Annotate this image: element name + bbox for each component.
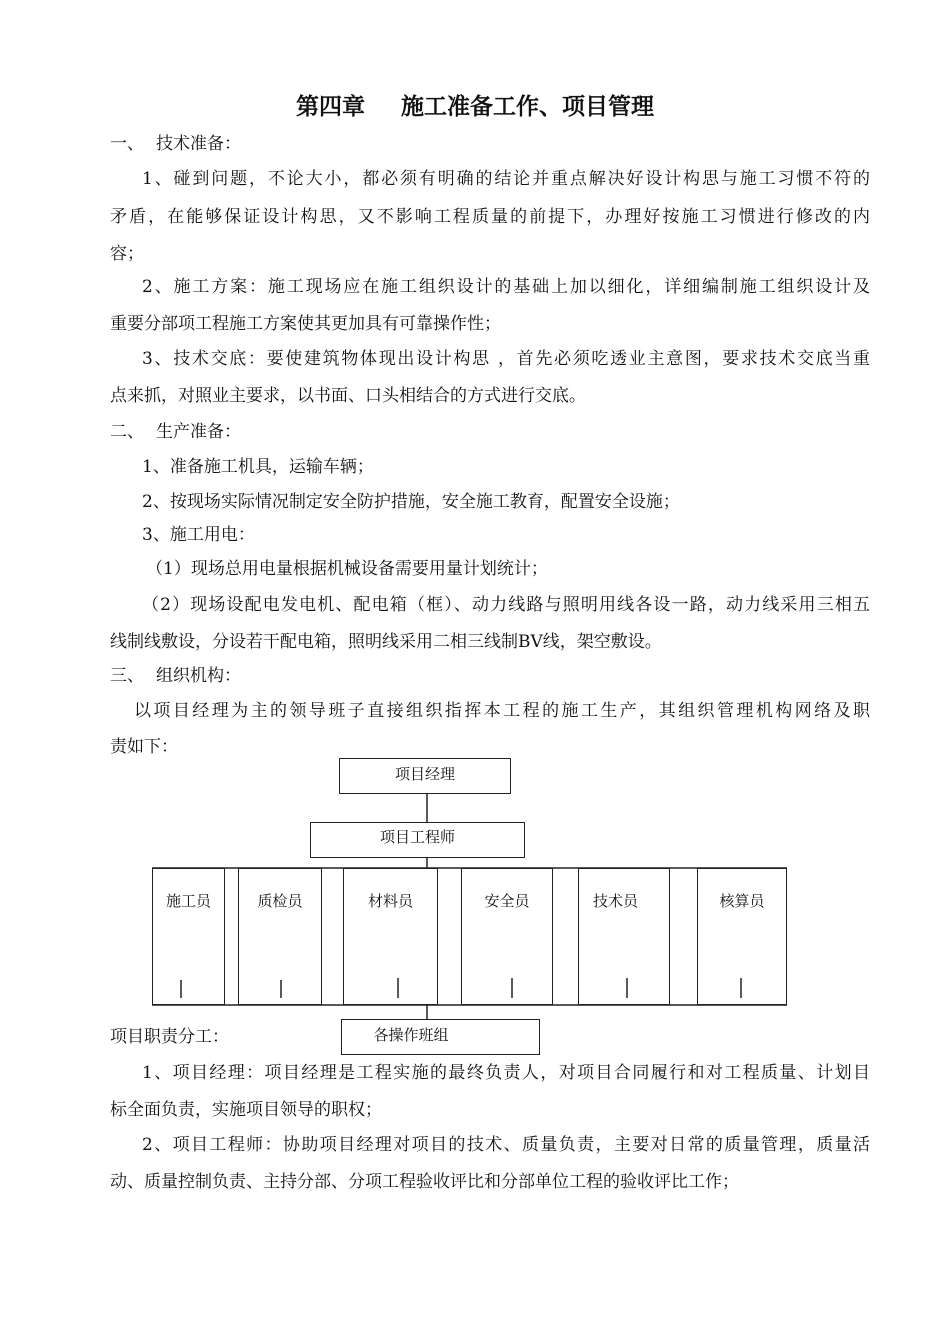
paragraph-line: 线制线敷设，分设若干配电箱，照明线采用二相三线制BV线，架空敷设。 <box>110 632 662 652</box>
duties-heading: 项目职责分工： <box>110 1027 229 1047</box>
list-item: 3、施工用电： <box>142 525 255 545</box>
staff-label: 材料员 <box>367 892 413 910</box>
staff-label: 核算员 <box>719 892 765 910</box>
engineer-label: 项目工程师 <box>379 828 455 846</box>
chapter-title-text: 施工准备工作、项目管理 <box>401 93 654 120</box>
paragraph-line: （2）现场设配电发电机、配电箱（框）、动力线路与照明用线各设一路，动力线采用三相五 <box>142 595 870 615</box>
staff-label: 技术员 <box>592 892 638 910</box>
staff-box <box>152 868 225 1005</box>
paragraph-line: 1、项目经理：项目经理是工程实施的最终负责人，对项目合同履行和对工程质量、计划目 <box>142 1063 870 1083</box>
paragraph-line: 重要分部项工程施工方案使其更加具有可靠操作性； <box>110 314 501 334</box>
staff-box <box>697 868 787 1005</box>
chapter-title <box>0 92 950 122</box>
chapter-number: 第四章 <box>296 93 365 120</box>
paragraph-line: 动、质量控制负责、主持分部、分项工程验收评比和分部单位工程的验收评比工作； <box>110 1172 739 1192</box>
staff-box <box>461 868 553 1005</box>
paragraph-line: 3、技术交底：要使建筑物体现出设计构思 ，首先必须吃透业主意图，要求技术交底当重 <box>142 349 870 369</box>
paragraph-line: 标全面负责，实施项目领导的职权； <box>110 1100 382 1120</box>
staff-box <box>238 868 322 1005</box>
paragraph-line: 责如下： <box>110 737 178 757</box>
paragraph-line: 以项目经理为主的领导班子直接组织指挥本工程的施工生产，其组织管理机构网络及职 <box>134 701 870 721</box>
list-item: 1、准备施工机具，运输车辆； <box>142 457 374 477</box>
teams-label: 各操作班组 <box>373 1026 449 1044</box>
staff-box <box>578 868 670 1005</box>
paragraph-line: 点来抓，对照业主要求，以书面、口头相结合的方式进行交底。 <box>110 386 586 406</box>
staff-label: 安全员 <box>484 892 530 910</box>
paragraph-line: 2、施工方案：施工现场应在施工组织设计的基础上加以细化，详细编制施工组织设计及 <box>142 277 870 297</box>
section-heading-2: 二、 生产准备： <box>110 422 241 442</box>
staff-box <box>343 868 438 1005</box>
staff-label: 质检员 <box>257 892 303 910</box>
paragraph-line: 矛盾，在能够保证设计构思，又不影响工程质量的前提下，办理好按施工习惯进行修改的内 <box>110 207 870 227</box>
section-heading-3: 三、 组织机构： <box>110 666 241 686</box>
manager-label: 项目经理 <box>394 765 455 783</box>
list-item: 2、按现场实际情况制定安全防护措施，安全施工教育，配置安全设施； <box>142 492 680 512</box>
paragraph-line: 1、碰到问题，不论大小，都必须有明确的结论并重点解决好设计构思与施工习惯不符的 <box>142 169 870 189</box>
paragraph-line: 容； <box>110 244 144 264</box>
section-heading-1: 一、 技术准备： <box>110 134 241 154</box>
sub-item: （1）现场总用电量根据机械设备需要用量计划统计； <box>146 559 548 579</box>
paragraph-line: 2、项目工程师：协助项目经理对项目的技术、质量负责，主要对日常的质量管理，质量活 <box>142 1135 870 1155</box>
staff-label: 施工员 <box>165 892 211 910</box>
